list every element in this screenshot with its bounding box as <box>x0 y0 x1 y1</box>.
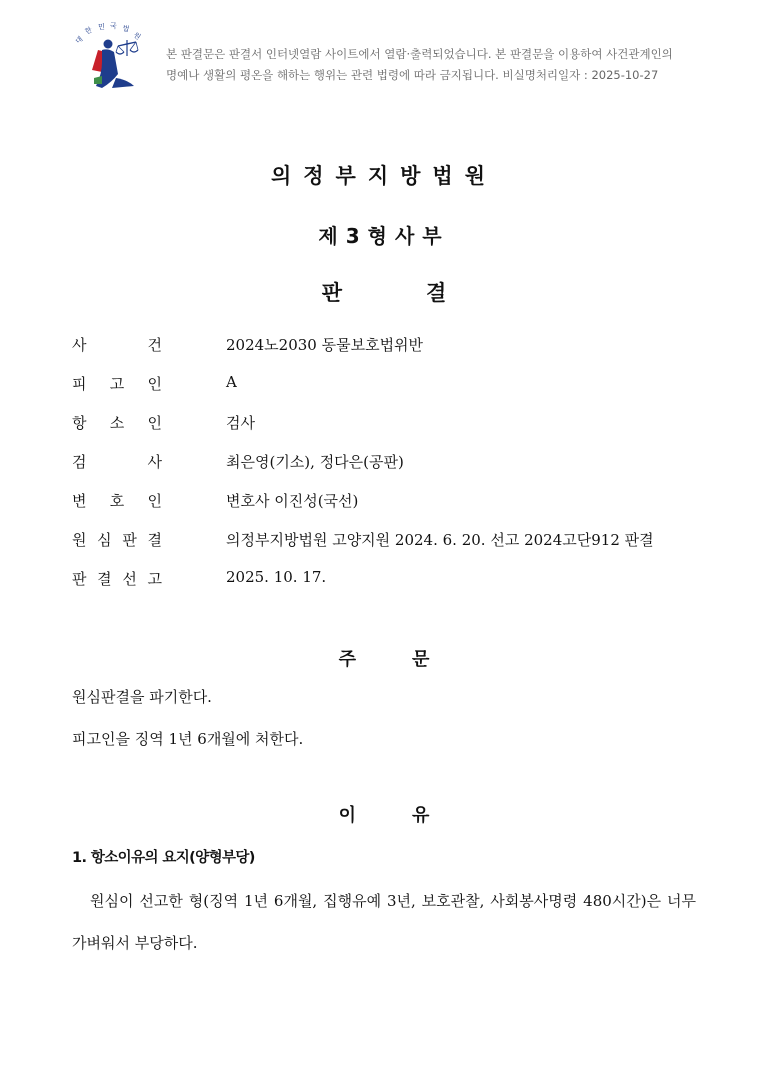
case-info-value: A <box>226 373 237 391</box>
case-info-row <box>72 451 712 490</box>
case-info-label: 사 건 <box>72 336 162 354</box>
svg-text:법: 법 <box>121 24 131 34</box>
order-line: 원심판결을 파기한다. <box>72 688 212 706</box>
case-info-table <box>72 334 712 607</box>
case-info-value: 최은영(기소), 정다은(공판) <box>226 453 404 471</box>
case-info-row <box>72 373 712 412</box>
reason-subheading: 1. 항소이유의 요지(양형부당) <box>72 850 255 866</box>
case-info-value: 2025. 10. 17. <box>226 568 327 586</box>
page-header <box>72 22 712 102</box>
reason-paragraph: 원심이 선고한 형(징역 1년 6개월, 집행유예 3년, 보호관찰, 사회봉사명령 480시간)은 너무 가벼워서 부당하다. <box>72 892 696 952</box>
case-info-label: 원 심 판 결 <box>72 531 162 549</box>
case-info-value: 변호사 이진성(국선) <box>226 492 359 510</box>
case-info-value: 의정부지방법원 고양지원 2024. 6. 20. 선고 2024고단912 판결 <box>226 531 654 549</box>
access-notice <box>166 44 726 86</box>
case-info-value: 2024노2030 동물보호법위반 <box>226 336 424 354</box>
case-info-label: 판 결 선 고 <box>72 570 162 588</box>
department-name: 제3형사부 <box>318 224 450 248</box>
document-type: 판 결 <box>321 281 447 305</box>
svg-text:국: 국 <box>110 22 117 30</box>
reason-heading: 이 유 <box>338 805 430 826</box>
court-logo-icon <box>72 22 162 98</box>
notice-line: 명예나 생활의 평온을 해하는 행위는 관련 법령에 따라 금지됩니다. 비실명처리일자 : 2025-10-27 <box>166 68 659 82</box>
case-info-row <box>72 568 712 607</box>
case-info-label: 피 고 인 <box>72 375 162 393</box>
order-line: 피고인을 징역 1년 6개월에 처한다. <box>72 730 304 748</box>
case-info-label: 변 호 인 <box>72 492 162 510</box>
case-info-row <box>72 529 712 568</box>
order-heading: 주 문 <box>338 649 430 670</box>
court-name: 의정부지방법원 <box>270 164 497 188</box>
svg-text:대: 대 <box>74 35 85 46</box>
svg-text:한: 한 <box>83 26 94 36</box>
case-info-label: 검 사 <box>72 453 162 471</box>
case-info-row <box>72 490 712 529</box>
svg-text:민: 민 <box>98 23 105 31</box>
case-info-value: 검사 <box>226 414 255 432</box>
case-info-row <box>72 412 712 451</box>
case-info-label: 항 소 인 <box>72 414 162 432</box>
notice-line: 본 판결문은 판결서 인터넷열람 사이트에서 열람·출력되었습니다. 본 판결문을 이용하여 사건관계인의 <box>166 47 673 61</box>
case-info-row <box>72 334 712 373</box>
svg-text:원: 원 <box>131 31 142 42</box>
